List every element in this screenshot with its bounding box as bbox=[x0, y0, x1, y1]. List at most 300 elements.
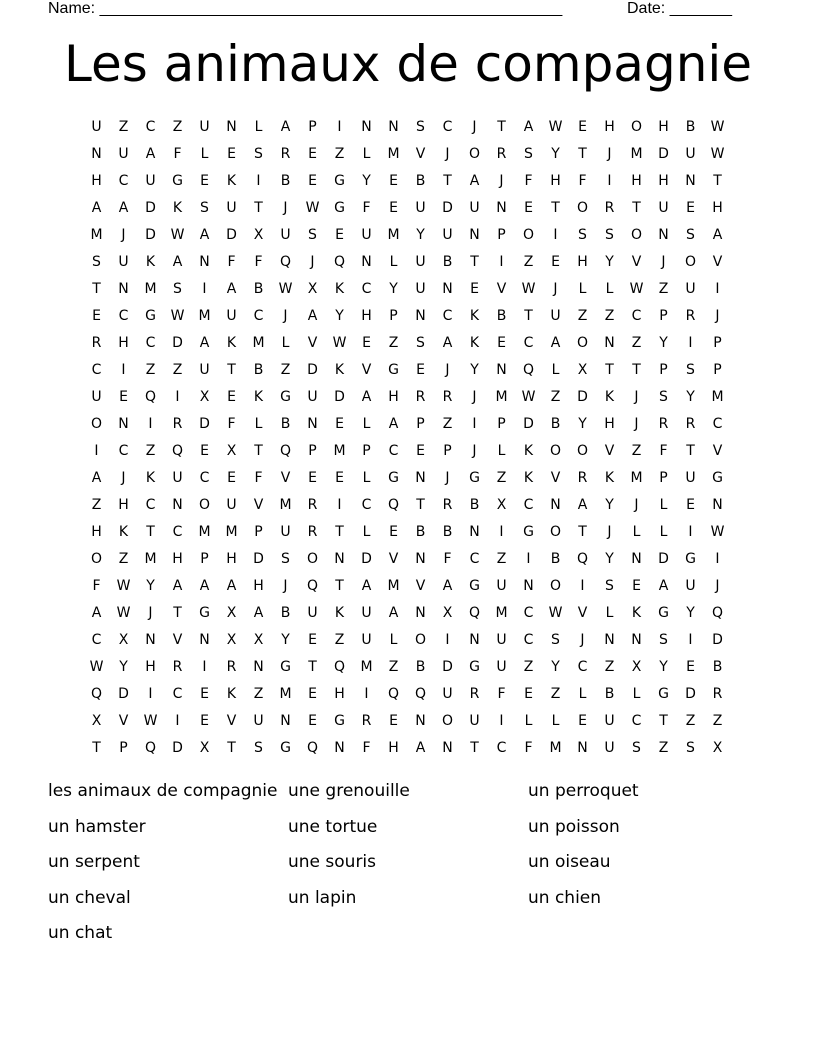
grid-letter: X bbox=[307, 281, 318, 297]
grid-letter: S bbox=[254, 146, 263, 162]
grid-letter: U bbox=[145, 173, 156, 189]
grid-letter: C bbox=[145, 335, 156, 351]
grid-letter: W bbox=[170, 227, 185, 243]
word-search-grid bbox=[83, 114, 733, 762]
grid-letter: F bbox=[497, 686, 506, 702]
grid-letter: S bbox=[551, 632, 560, 648]
grid-letter: Z bbox=[118, 551, 129, 567]
grid-letter: C bbox=[523, 335, 534, 351]
grid-letter: X bbox=[253, 632, 264, 648]
grid-letter: B bbox=[280, 173, 291, 189]
grid-letter: W bbox=[332, 335, 347, 351]
grid-letter: E bbox=[632, 578, 641, 594]
grid-letter: E bbox=[578, 119, 587, 135]
grid-letter: E bbox=[119, 389, 128, 405]
grid-letter: E bbox=[200, 173, 209, 189]
grid-row bbox=[83, 519, 733, 546]
grid-letter: K bbox=[145, 254, 156, 270]
grid-letter: U bbox=[415, 254, 426, 270]
grid-row bbox=[83, 357, 733, 384]
word-list bbox=[48, 779, 768, 957]
grid-letter: F bbox=[362, 740, 371, 756]
word-list-item: un oiseau bbox=[528, 852, 611, 872]
grid-letter: D bbox=[658, 551, 669, 567]
grid-letter: Y bbox=[605, 254, 614, 270]
grid-letter: D bbox=[172, 740, 183, 756]
grid-letter: E bbox=[389, 524, 398, 540]
grid-letter: F bbox=[92, 578, 101, 594]
grid-letter: G bbox=[334, 713, 345, 729]
grid-letter: Z bbox=[253, 686, 264, 702]
grid-letter: P bbox=[497, 416, 506, 432]
grid-letter: S bbox=[308, 227, 317, 243]
grid-letter: U bbox=[91, 119, 102, 135]
grid-letter: T bbox=[605, 362, 614, 378]
grid-letter: M bbox=[387, 578, 400, 594]
grid-letter: L bbox=[605, 605, 614, 621]
grid-letter: S bbox=[92, 254, 101, 270]
grid-letter: W bbox=[710, 146, 725, 162]
grid-letter: B bbox=[496, 308, 507, 324]
grid-letter: L bbox=[551, 362, 560, 378]
grid-letter: V bbox=[712, 254, 723, 270]
grid-letter: J bbox=[121, 227, 126, 243]
word-list-item: un serpent bbox=[48, 852, 140, 872]
grid-letter: Z bbox=[550, 686, 561, 702]
grid-letter: D bbox=[145, 200, 156, 216]
grid-letter: V bbox=[577, 605, 588, 621]
grid-letter: L bbox=[389, 632, 398, 648]
grid-letter: E bbox=[335, 227, 344, 243]
grid-letter: I bbox=[499, 713, 504, 729]
grid-letter: W bbox=[710, 524, 725, 540]
grid-letter: Z bbox=[604, 308, 615, 324]
grid-row bbox=[83, 384, 733, 411]
grid-letter: N bbox=[334, 740, 345, 756]
grid-letter: C bbox=[631, 713, 642, 729]
grid-letter: F bbox=[659, 443, 668, 459]
grid-letter: F bbox=[524, 173, 533, 189]
grid-letter: U bbox=[685, 470, 696, 486]
grid-letter: R bbox=[307, 497, 318, 513]
grid-letter: O bbox=[414, 632, 427, 648]
grid-letter: R bbox=[172, 659, 183, 675]
grid-letter: P bbox=[416, 416, 425, 432]
grid-letter: V bbox=[415, 146, 426, 162]
grid-letter: G bbox=[334, 200, 345, 216]
grid-letter: I bbox=[472, 416, 477, 432]
grid-letter: Q bbox=[279, 443, 292, 459]
grid-letter: E bbox=[308, 713, 317, 729]
grid-letter: T bbox=[497, 119, 506, 135]
grid-letter: V bbox=[361, 362, 372, 378]
grid-letter: W bbox=[170, 308, 185, 324]
grid-letter: U bbox=[226, 497, 237, 513]
grid-letter: R bbox=[361, 713, 372, 729]
grid-letter: S bbox=[416, 119, 425, 135]
grid-letter: D bbox=[361, 551, 372, 567]
grid-letter: I bbox=[715, 281, 720, 297]
name-line: Name: ____________________________________________________ bbox=[48, 0, 563, 17]
grid-row bbox=[83, 330, 733, 357]
grid-letter: C bbox=[172, 686, 183, 702]
grid-row bbox=[83, 654, 733, 681]
grid-letter: Y bbox=[470, 362, 479, 378]
grid-letter: N bbox=[199, 632, 210, 648]
grid-letter: T bbox=[632, 200, 641, 216]
grid-letter: S bbox=[524, 146, 533, 162]
grid-letter: X bbox=[631, 659, 642, 675]
grid-letter: O bbox=[198, 497, 211, 513]
grid-letter: O bbox=[441, 713, 454, 729]
grid-letter: F bbox=[362, 200, 371, 216]
grid-row bbox=[83, 708, 733, 735]
grid-letter: W bbox=[278, 281, 293, 297]
grid-letter: N bbox=[631, 632, 642, 648]
grid-letter: Q bbox=[468, 605, 481, 621]
grid-letter: J bbox=[634, 497, 639, 513]
grid-letter: U bbox=[469, 200, 480, 216]
grid-letter: U bbox=[91, 389, 102, 405]
grid-letter: J bbox=[607, 524, 612, 540]
grid-letter: F bbox=[524, 740, 533, 756]
grid-letter: W bbox=[305, 200, 320, 216]
grid-letter: H bbox=[361, 308, 372, 324]
grid-letter: H bbox=[577, 254, 588, 270]
grid-letter: G bbox=[280, 740, 291, 756]
grid-letter: R bbox=[415, 389, 426, 405]
grid-letter: Z bbox=[604, 659, 615, 675]
grid-letter: R bbox=[172, 416, 183, 432]
grid-letter: U bbox=[685, 281, 696, 297]
grid-letter: S bbox=[281, 551, 290, 567]
grid-letter: V bbox=[172, 632, 183, 648]
grid-letter: N bbox=[415, 470, 426, 486]
grid-letter: K bbox=[469, 308, 480, 324]
grid-letter: V bbox=[118, 713, 129, 729]
grid-letter: Z bbox=[334, 146, 345, 162]
grid-letter: A bbox=[550, 335, 561, 351]
grid-letter: Q bbox=[306, 740, 319, 756]
grid-letter: J bbox=[283, 308, 288, 324]
grid-letter: F bbox=[254, 470, 263, 486]
grid-letter: N bbox=[199, 254, 210, 270]
grid-letter: E bbox=[578, 713, 587, 729]
grid-letter: A bbox=[469, 173, 480, 189]
grid-letter: A bbox=[172, 254, 183, 270]
word-list-item: un chien bbox=[528, 887, 602, 908]
grid-letter: U bbox=[361, 605, 372, 621]
grid-letter: U bbox=[307, 389, 318, 405]
grid-letter: U bbox=[685, 146, 696, 162]
grid-letter: B bbox=[712, 659, 723, 675]
grid-letter: I bbox=[499, 524, 504, 540]
grid-letter: B bbox=[550, 551, 561, 567]
grid-letter: T bbox=[92, 281, 101, 297]
grid-letter: U bbox=[199, 362, 210, 378]
grid-letter: H bbox=[631, 173, 642, 189]
grid-letter: T bbox=[308, 659, 317, 675]
grid-letter: U bbox=[550, 308, 561, 324]
grid-letter: T bbox=[173, 605, 182, 621]
grid-letter: E bbox=[227, 470, 236, 486]
grid-letter: M bbox=[90, 227, 103, 243]
grid-letter: A bbox=[523, 119, 534, 135]
grid-letter: B bbox=[280, 416, 291, 432]
grid-letter: R bbox=[577, 470, 588, 486]
grid-letter: B bbox=[280, 605, 291, 621]
grid-letter: H bbox=[604, 119, 615, 135]
grid-row bbox=[83, 573, 733, 600]
grid-letter: Z bbox=[388, 335, 399, 351]
grid-letter: X bbox=[199, 389, 210, 405]
date-line: Date: _______ bbox=[627, 0, 732, 17]
grid-letter: O bbox=[576, 200, 589, 216]
grid-letter: U bbox=[496, 659, 507, 675]
grid-letter: K bbox=[334, 605, 345, 621]
grid-letter: D bbox=[685, 686, 696, 702]
grid-letter: A bbox=[91, 470, 102, 486]
grid-letter: D bbox=[442, 659, 453, 675]
grid-letter: C bbox=[361, 497, 372, 513]
grid-letter: H bbox=[172, 551, 183, 567]
grid-letter: D bbox=[658, 146, 669, 162]
grid-letter: H bbox=[253, 578, 264, 594]
grid-letter: L bbox=[362, 146, 371, 162]
grid-letter: Q bbox=[306, 578, 319, 594]
grid-letter: L bbox=[524, 713, 533, 729]
grid-letter: M bbox=[630, 470, 643, 486]
grid-letter: Z bbox=[496, 551, 507, 567]
grid-letter: H bbox=[388, 389, 399, 405]
grid-letter: E bbox=[308, 146, 317, 162]
grid-letter: Z bbox=[712, 713, 723, 729]
grid-letter: M bbox=[144, 551, 157, 567]
grid-letter: W bbox=[89, 659, 104, 675]
grid-letter: S bbox=[200, 200, 209, 216]
grid-letter: N bbox=[172, 497, 183, 513]
grid-letter: O bbox=[549, 443, 562, 459]
grid-letter: N bbox=[658, 227, 669, 243]
grid-letter: H bbox=[712, 200, 723, 216]
grid-letter: U bbox=[658, 200, 669, 216]
grid-letter: N bbox=[550, 497, 561, 513]
grid-letter: H bbox=[334, 686, 345, 702]
grid-letter: K bbox=[253, 389, 264, 405]
grid-letter: M bbox=[198, 524, 211, 540]
grid-letter: Y bbox=[659, 335, 668, 351]
grid-letter: L bbox=[254, 416, 263, 432]
grid-letter: E bbox=[335, 416, 344, 432]
grid-letter: Z bbox=[631, 443, 642, 459]
grid-letter: Q bbox=[279, 254, 292, 270]
grid-letter: E bbox=[200, 686, 209, 702]
grid-letter: U bbox=[469, 713, 480, 729]
grid-letter: X bbox=[253, 227, 264, 243]
grid-letter: C bbox=[523, 497, 534, 513]
grid-letter: R bbox=[280, 146, 291, 162]
grid-letter: O bbox=[306, 551, 319, 567]
grid-letter: T bbox=[416, 497, 425, 513]
grid-letter: O bbox=[549, 578, 562, 594]
grid-letter: G bbox=[388, 470, 399, 486]
grid-letter: V bbox=[496, 281, 507, 297]
grid-letter: U bbox=[307, 605, 318, 621]
grid-letter: L bbox=[254, 119, 263, 135]
grid-letter: L bbox=[578, 686, 587, 702]
grid-letter: A bbox=[712, 227, 723, 243]
grid-letter: X bbox=[199, 740, 210, 756]
grid-letter: D bbox=[145, 227, 156, 243]
grid-letter: Z bbox=[658, 281, 669, 297]
grid-letter: J bbox=[283, 578, 288, 594]
grid-letter: G bbox=[523, 524, 534, 540]
grid-letter: C bbox=[469, 551, 480, 567]
grid-letter: Y bbox=[551, 146, 560, 162]
grid-letter: Y bbox=[119, 659, 128, 675]
grid-letter: I bbox=[256, 173, 261, 189]
grid-letter: J bbox=[715, 308, 720, 324]
grid-letter: C bbox=[172, 524, 183, 540]
grid-letter: F bbox=[578, 173, 587, 189]
grid-letter: M bbox=[630, 146, 643, 162]
grid-letter: J bbox=[472, 443, 477, 459]
grid-letter: Z bbox=[172, 362, 183, 378]
grid-letter: G bbox=[658, 605, 669, 621]
grid-letter: H bbox=[91, 173, 102, 189]
grid-letter: U bbox=[496, 578, 507, 594]
grid-letter: A bbox=[442, 578, 453, 594]
grid-letter: E bbox=[308, 686, 317, 702]
grid-letter: N bbox=[577, 740, 588, 756]
grid-letter: T bbox=[659, 713, 668, 729]
grid-letter: F bbox=[443, 551, 452, 567]
grid-letter: H bbox=[118, 335, 129, 351]
grid-letter: I bbox=[688, 335, 693, 351]
grid-letter: N bbox=[604, 335, 615, 351]
grid-letter: G bbox=[658, 686, 669, 702]
word-list-item: un poisson bbox=[528, 816, 620, 837]
grid-letter: B bbox=[253, 281, 264, 297]
grid-letter: A bbox=[226, 281, 237, 297]
grid-letter: N bbox=[118, 281, 129, 297]
grid-letter: E bbox=[389, 713, 398, 729]
grid-letter: X bbox=[712, 740, 723, 756]
grid-letter: N bbox=[442, 740, 453, 756]
grid-letter: Z bbox=[280, 362, 291, 378]
grid-letter: G bbox=[280, 659, 291, 675]
grid-row bbox=[83, 195, 733, 222]
grid-letter: B bbox=[415, 524, 426, 540]
grid-letter: D bbox=[523, 416, 534, 432]
grid-letter: G bbox=[469, 578, 480, 594]
grid-letter: Y bbox=[389, 281, 398, 297]
grid-letter: A bbox=[199, 335, 210, 351]
grid-letter: Z bbox=[685, 713, 696, 729]
grid-letter: K bbox=[604, 470, 615, 486]
grid-letter: J bbox=[283, 200, 288, 216]
grid-letter: S bbox=[632, 740, 641, 756]
grid-letter: J bbox=[472, 389, 477, 405]
grid-letter: A bbox=[415, 740, 426, 756]
grid-letter: Q bbox=[522, 362, 535, 378]
grid-letter: M bbox=[711, 389, 724, 405]
grid-letter: A bbox=[145, 146, 156, 162]
grid-letter: P bbox=[497, 227, 506, 243]
grid-letter: Q bbox=[333, 254, 346, 270]
grid-letter: Y bbox=[551, 659, 560, 675]
grid-letter: V bbox=[280, 470, 291, 486]
grid-letter: A bbox=[91, 605, 102, 621]
grid-letter: N bbox=[469, 524, 480, 540]
grid-letter: D bbox=[577, 389, 588, 405]
grid-letter: I bbox=[175, 713, 180, 729]
grid-letter: D bbox=[226, 227, 237, 243]
grid-letter: S bbox=[173, 281, 182, 297]
grid-letter: X bbox=[91, 713, 102, 729]
grid-letter: V bbox=[388, 551, 399, 567]
grid-letter: O bbox=[468, 146, 481, 162]
grid-letter: R bbox=[469, 686, 480, 702]
grid-letter: P bbox=[443, 443, 452, 459]
grid-letter: E bbox=[92, 308, 101, 324]
grid-letter: N bbox=[253, 659, 264, 675]
grid-letter: H bbox=[388, 740, 399, 756]
grid-letter: T bbox=[443, 173, 452, 189]
grid-letter: C bbox=[118, 443, 129, 459]
grid-letter: E bbox=[686, 659, 695, 675]
grid-letter: R bbox=[91, 335, 102, 351]
grid-letter: N bbox=[631, 551, 642, 567]
grid-letter: W bbox=[629, 281, 644, 297]
grid-letter: E bbox=[497, 335, 506, 351]
grid-letter: T bbox=[254, 200, 263, 216]
grid-row bbox=[83, 141, 733, 168]
grid-letter: J bbox=[445, 362, 450, 378]
grid-letter: A bbox=[361, 578, 372, 594]
word-list-item: un lapin bbox=[288, 887, 357, 908]
grid-letter: N bbox=[469, 227, 480, 243]
grid-letter: O bbox=[630, 119, 643, 135]
grid-letter: E bbox=[200, 713, 209, 729]
grid-letter: N bbox=[226, 119, 237, 135]
grid-letter: R bbox=[442, 389, 453, 405]
grid-letter: M bbox=[495, 389, 508, 405]
grid-letter: K bbox=[226, 686, 237, 702]
grid-letter: L bbox=[200, 146, 209, 162]
grid-letter: X bbox=[226, 443, 237, 459]
grid-letter: L bbox=[551, 713, 560, 729]
grid-letter: T bbox=[632, 362, 641, 378]
grid-letter: U bbox=[226, 308, 237, 324]
grid-letter: X bbox=[118, 632, 129, 648]
grid-letter: P bbox=[308, 119, 317, 135]
grid-letter: L bbox=[659, 497, 668, 513]
grid-letter: U bbox=[604, 713, 615, 729]
grid-letter: Z bbox=[550, 389, 561, 405]
grid-letter: Z bbox=[145, 362, 156, 378]
grid-letter: V bbox=[712, 443, 723, 459]
grid-letter: Q bbox=[90, 686, 103, 702]
grid-letter: I bbox=[202, 281, 207, 297]
grid-letter: I bbox=[445, 632, 450, 648]
grid-letter: E bbox=[227, 389, 236, 405]
grid-letter: B bbox=[604, 686, 615, 702]
grid-letter: T bbox=[335, 524, 344, 540]
grid-letter: O bbox=[630, 227, 643, 243]
word-list-item: un cheval bbox=[48, 887, 131, 908]
grid-letter: K bbox=[523, 470, 534, 486]
